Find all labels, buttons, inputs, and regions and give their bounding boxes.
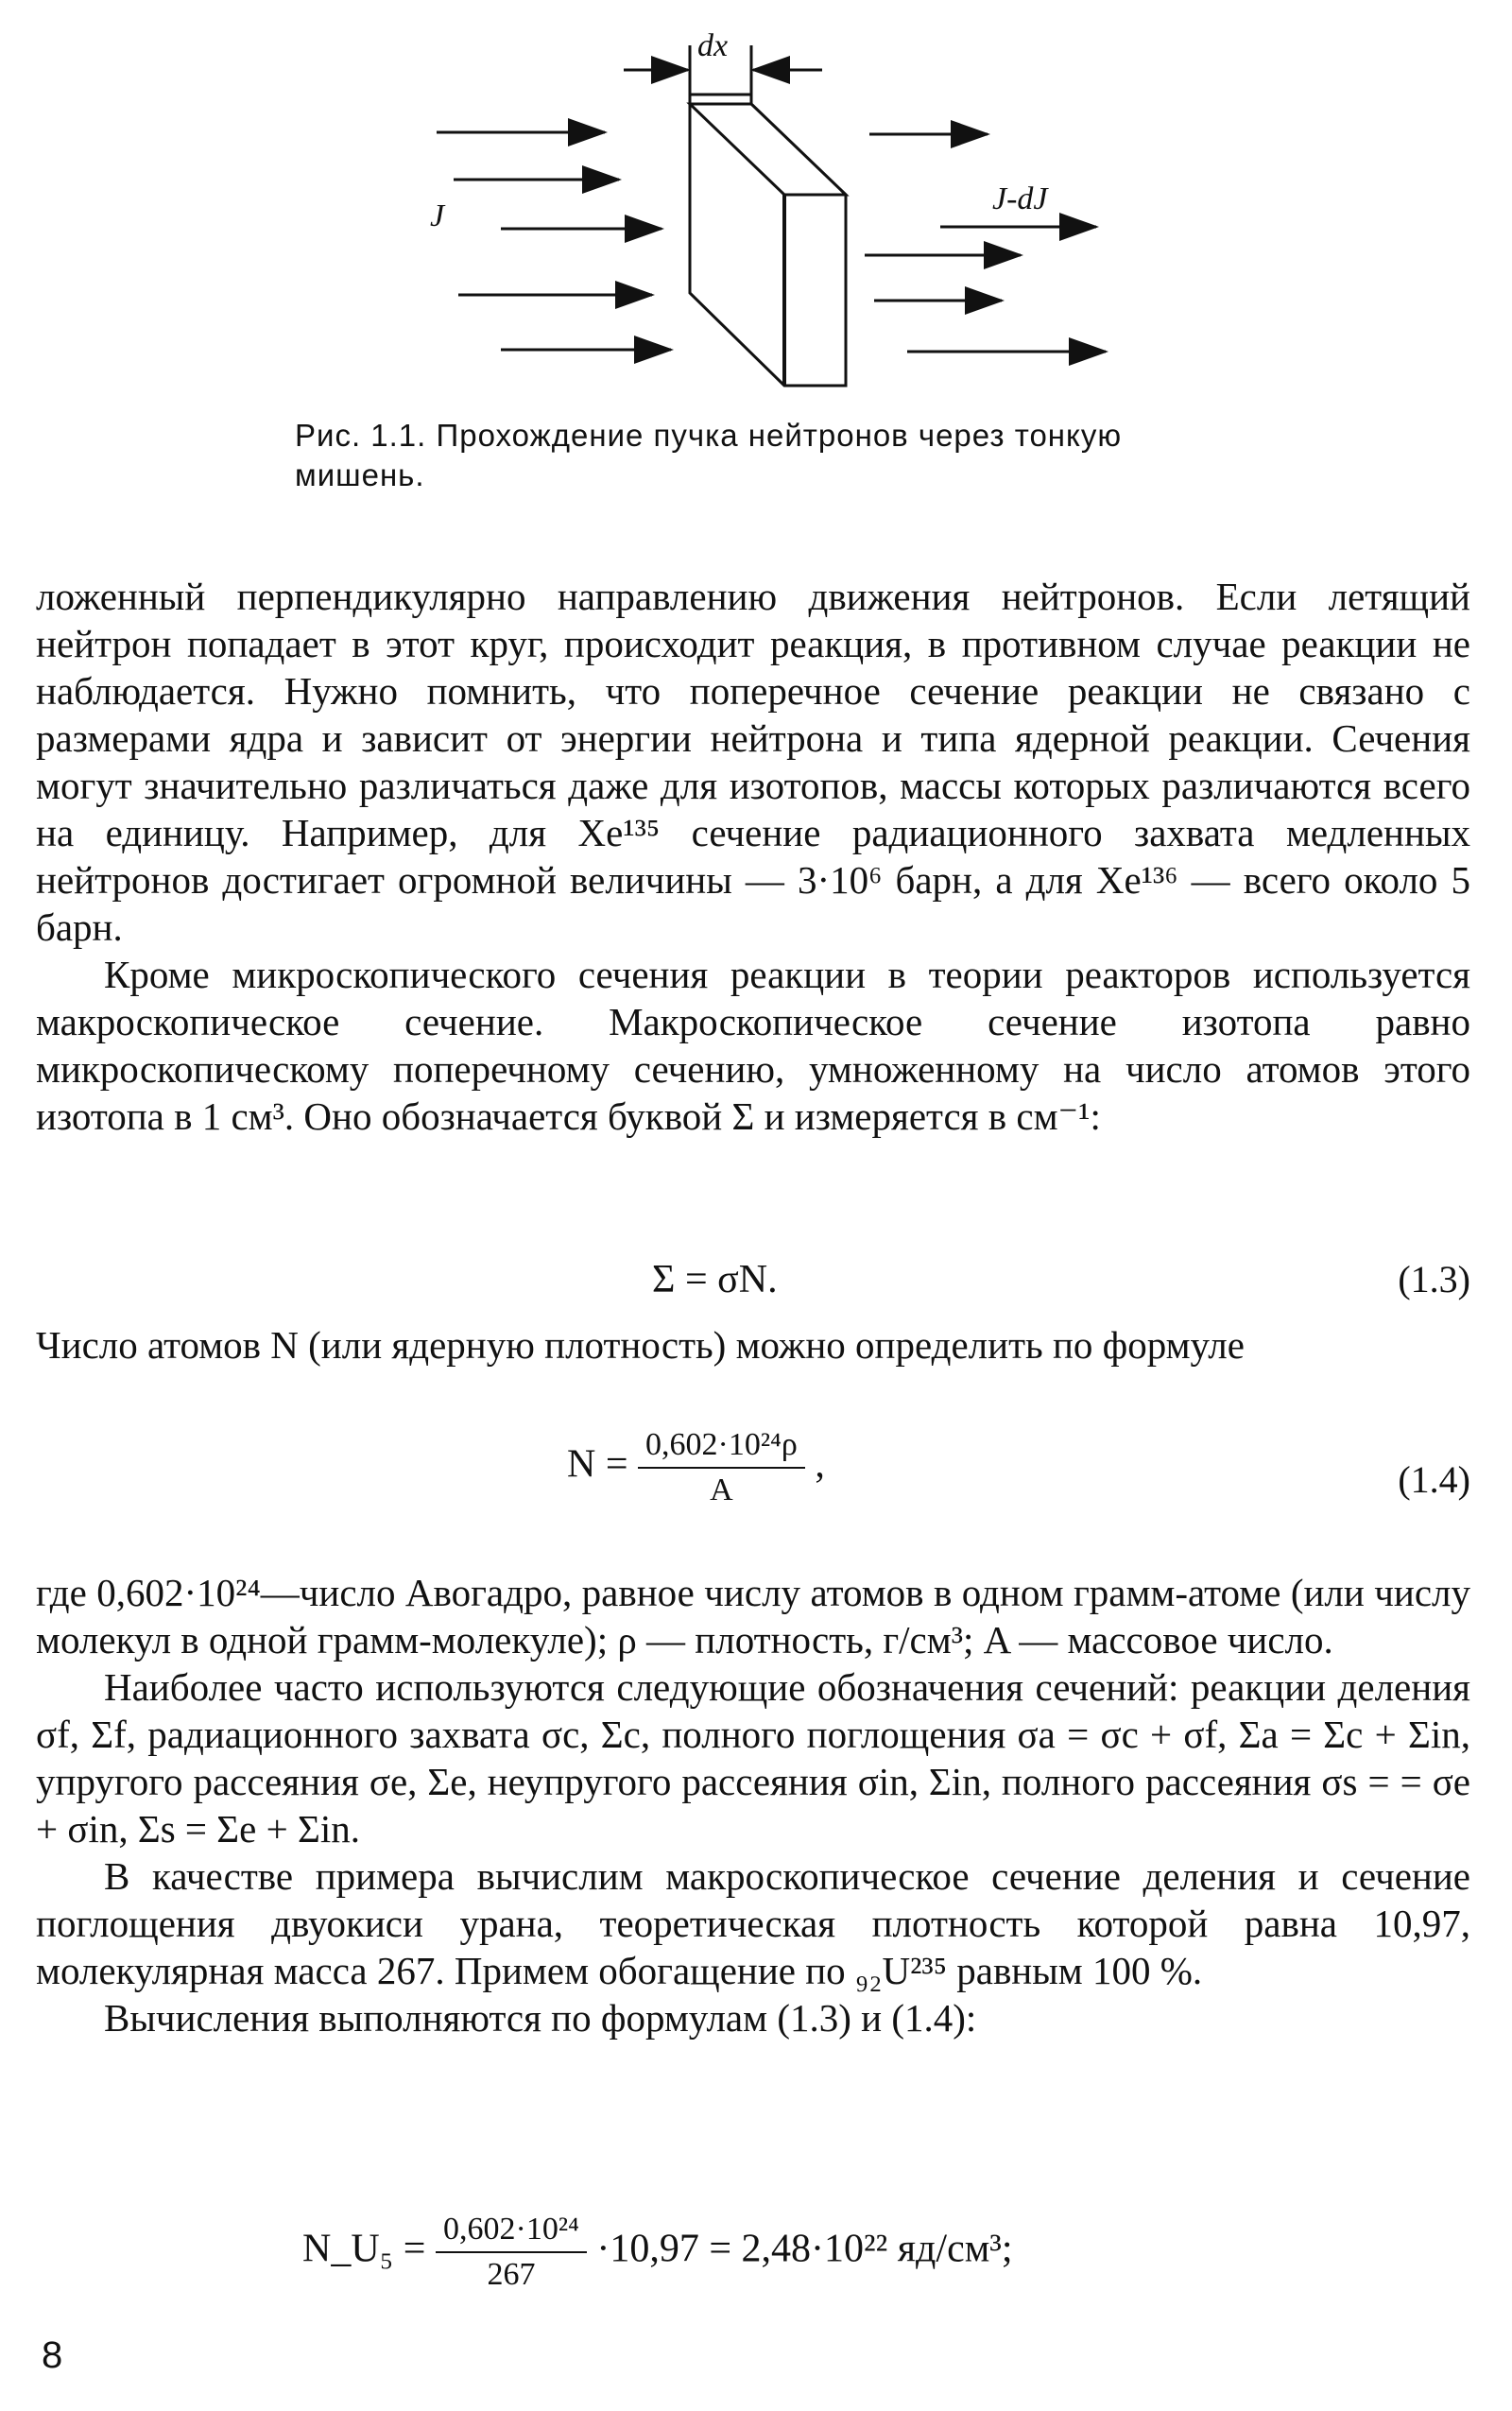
paragraph: ложенный перпендикулярно направлению движения нейтронов. Если летящий нейтрон попадает в этот круг, происходит реакция, в противном случае реакции не наблюдается. Нужно помнить, что поперечное сечение реакции не связано с размерами ядра и зависит от энергии нейтрона и типа ядерной реакции. Сечения могут значительно различаться даже для изотопов, массы которых различаются всего на единицу. Например, для Xe¹³⁵ сечение радиационного захвата медленных нейтронов достигает огромной величины — 3·10⁶ барн, а для Xe¹³⁶ — всего около 5 барн.: [36, 575, 1470, 949]
equation-1-3: Σ = σN.: [652, 1258, 778, 1301]
eq-lhs: N_U₅ =: [302, 2227, 426, 2271]
fraction: [436, 2212, 587, 2293]
label-dx: dx: [697, 28, 729, 63]
denominator: 267: [487, 2257, 536, 2292]
fraction: [638, 1427, 805, 1508]
paragraph: Число атомов N (или ядерную плотность) можно определить по формуле: [36, 1323, 1245, 1367]
numerator: 0,602·10²⁴: [436, 2212, 587, 2253]
eq-lhs: N =: [567, 1442, 628, 1487]
paragraph: Наиболее часто используются следующие обозначения сечений: реакции деления σf, Σf, радиационного захвата σc, Σc, полного поглощения σa = σc + σf, Σa = Σc + Σin, упругого рассеяния σe, Σe, неупругого рассеяния σin, Σin, полного рассеяния σs = = σe + σin, Σs = Σe + Σin.: [36, 1665, 1470, 1851]
page-number: 8: [42, 2334, 63, 2376]
text-block-3: [36, 1569, 1470, 2041]
denominator: A: [710, 1472, 733, 1507]
text-block-2: [36, 1321, 1470, 1369]
paragraph: Кроме микроскопического сечения реакции в теории реакторов используется макроскопическое сечение. Макроскопическое сечение изотопа равно микроскопическому поперечному сечению, умноженному на число атомов этого изотопа в 1 см³. Оно обозначается буквой Σ и измеряется в см⁻¹:: [36, 953, 1470, 1138]
label-j: J: [430, 198, 445, 233]
neutron-beam-diagram: [0, 0, 1512, 397]
equation-final: [302, 2212, 1013, 2293]
paragraph: Вычисления выполняются по формулам (1.3) и (1.4):: [104, 1996, 977, 2040]
equation-1-4: [567, 1427, 825, 1508]
figure-neutron-beam: [0, 0, 1512, 397]
numerator: 0,602·10²⁴ρ: [638, 1427, 805, 1469]
paragraph: где 0,602·10²⁴—число Авогадро, равное числу атомов в одном грамм-атоме (или числу молекул в одной грамм-молекуле); ρ — плотность, г/см³; A — массовое число.: [36, 1571, 1470, 1662]
text-block-1: [36, 573, 1470, 1140]
paragraph: В качестве примера вычислим макроскопическое сечение деления и сечение поглощения двуокиси урана, теоретическая плотность которой равна 10,97, молекулярная масса 267. Примем обогащение по ₉₂U²³⁵ равным 100 %.: [36, 1854, 1470, 1992]
equation-number: (1.4): [1398, 1458, 1470, 1501]
equation-number: (1.3): [1398, 1258, 1470, 1300]
eq-tail: ,: [815, 1442, 825, 1487]
eq-rhs: ·10,97 = 2,48·10²² яд/см³;: [596, 2227, 1013, 2271]
figure-caption: Рис. 1.1. Прохождение пучка нейтронов через тонкую мишень.: [295, 418, 1123, 492]
label-j-out: J-dJ: [992, 181, 1048, 216]
